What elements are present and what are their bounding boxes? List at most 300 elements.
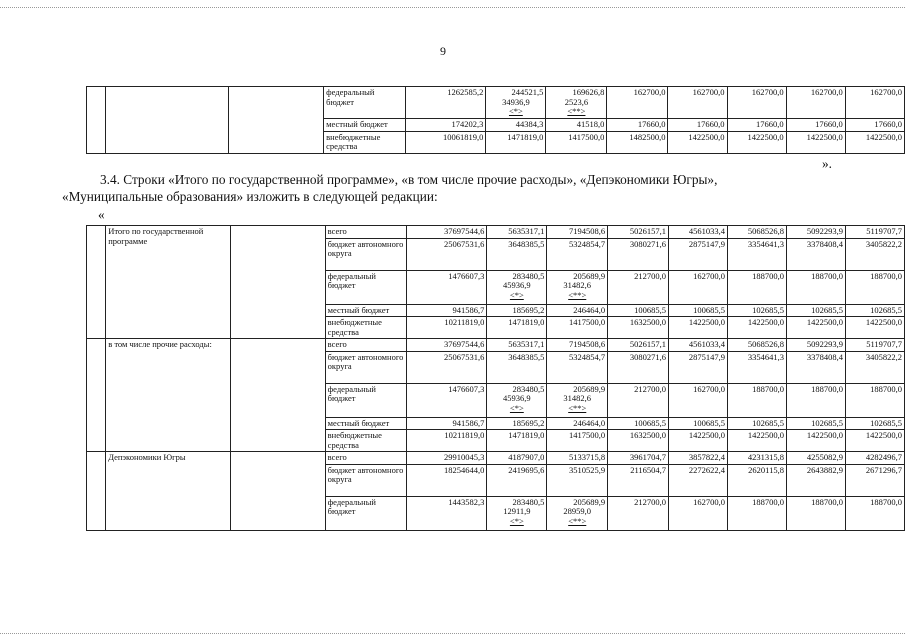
value-main: 3080271,6: [629, 351, 667, 362]
value-cell: [669, 317, 728, 339]
value-cell: [845, 131, 904, 153]
value-cell: [786, 119, 845, 132]
value-cell: [608, 496, 669, 530]
value-main: 17660,0: [874, 119, 902, 129]
value-main: 2875147,9: [688, 238, 725, 249]
value-main: 941586,7: [452, 417, 485, 428]
value-note: 34936,9: [502, 96, 530, 107]
value-cell: [547, 464, 608, 496]
value-cell: [669, 496, 728, 530]
value-cell: [608, 226, 669, 239]
value-cell: [845, 339, 904, 352]
value-cell: [728, 304, 787, 317]
value-main: 1422500,0: [806, 131, 843, 142]
value-cell: [607, 131, 668, 153]
value-main: 162700,0: [693, 383, 725, 394]
value-main: 283480,5: [512, 270, 545, 281]
value-cell: [786, 238, 845, 270]
value-cell: [728, 496, 787, 530]
value-cell: [845, 119, 904, 132]
value-cell: [608, 304, 669, 317]
value-cell: [487, 270, 547, 304]
value-main: 246464,0: [573, 304, 606, 315]
value-cell: [608, 430, 669, 452]
value-cell: [486, 87, 546, 119]
value-main: 4231315,8: [747, 452, 784, 462]
value-main: 3354641,3: [747, 351, 784, 362]
col-executor-cell: [230, 452, 325, 531]
funding-type-cell: всего: [325, 226, 407, 239]
program-name-cell: Итого по государственной программе: [106, 226, 231, 339]
col-name-cell: [106, 87, 228, 154]
page-number: 9: [440, 44, 446, 58]
note-mark: <*>: [509, 289, 524, 300]
value-cell: [487, 238, 547, 270]
value-main: 25067531,6: [444, 351, 485, 362]
value-main: 2643882,9: [806, 464, 843, 475]
value-main: 17660,0: [815, 119, 843, 129]
value-main: 2116504,7: [630, 464, 667, 475]
note-mark: <**>: [568, 515, 587, 526]
value-main: 188700,0: [752, 496, 784, 507]
value-main: 941586,7: [452, 304, 485, 315]
value-cell: [786, 87, 845, 119]
value-main: 205689,9: [573, 496, 606, 507]
value-main: 5119707,7: [866, 226, 902, 236]
value-main: 100685,5: [634, 304, 667, 315]
value-cell: [728, 383, 787, 417]
value-main: 162700,0: [870, 87, 902, 97]
value-cell: [487, 496, 547, 530]
value-main: 102685,5: [870, 304, 902, 315]
value-main: 162700,0: [693, 270, 725, 281]
value-main: 44384,3: [515, 119, 544, 129]
value-cell: [487, 339, 547, 352]
value-main: 205689,9: [573, 270, 606, 281]
value-cell: [845, 238, 904, 270]
value-cell: [547, 270, 608, 304]
value-main: 3378408,4: [806, 351, 843, 362]
closing-quote: ».: [822, 156, 832, 171]
value-cell: [407, 339, 487, 352]
value-cell: [786, 417, 845, 430]
value-cell: [786, 496, 845, 530]
value-main: 5324854,7: [569, 351, 606, 362]
value-main: 212700,0: [634, 270, 667, 281]
value-main: 100685,5: [634, 417, 667, 428]
value-cell: [728, 430, 787, 452]
value-cell: [727, 87, 786, 119]
value-main: 4187907,0: [508, 452, 545, 462]
value-cell: [728, 464, 787, 496]
value-cell: [669, 430, 728, 452]
col-executor-cell: [230, 226, 325, 339]
value-cell: [407, 383, 487, 417]
value-main: 162700,0: [810, 87, 843, 97]
value-cell: [487, 226, 547, 239]
value-cell: [786, 304, 845, 317]
value-main: 100685,5: [693, 304, 725, 315]
value-main: 246464,0: [573, 417, 606, 428]
value-cell: [406, 119, 486, 132]
value-main: 5026157,1: [629, 339, 667, 349]
value-cell: [407, 226, 487, 239]
value-main: 1482500,0: [629, 131, 666, 142]
value-cell: [608, 317, 669, 339]
value-main: 29910045,3: [444, 452, 485, 462]
value-cell: [786, 452, 845, 465]
value-cell: [406, 87, 486, 119]
value-cell: [727, 131, 786, 153]
value-main: 162700,0: [751, 87, 784, 97]
value-cell: [407, 496, 487, 530]
value-cell: [486, 119, 546, 132]
col-executor-cell: [230, 339, 325, 452]
value-cell: [728, 226, 787, 239]
table-row: [87, 339, 905, 352]
value-note: 31482,6: [563, 393, 592, 403]
value-main: 5068526,8: [747, 339, 784, 349]
table-row: [87, 87, 905, 119]
note-mark: <**>: [568, 402, 587, 413]
value-main: 41518,0: [576, 119, 605, 129]
value-main: 4255082,9: [806, 452, 843, 462]
funding-type-cell: бюджет автономного округа: [325, 351, 407, 383]
value-cell: [487, 383, 547, 417]
value-main: 1417500,0: [568, 131, 605, 142]
value-main: 2620115,8: [748, 464, 784, 475]
value-cell: [786, 464, 845, 496]
value-main: 5092293,9: [806, 339, 843, 349]
value-cell: [487, 430, 547, 452]
value-cell: [669, 417, 728, 430]
value-main: 102685,5: [752, 417, 784, 428]
value-main: 1422500,0: [865, 430, 902, 440]
value-cell: [728, 317, 787, 339]
value-cell: [845, 270, 904, 304]
value-cell: [547, 430, 608, 452]
value-main: 1422500,0: [865, 317, 902, 327]
value-cell: [487, 417, 547, 430]
value-main: 212700,0: [634, 383, 667, 394]
value-main: 102685,5: [752, 304, 784, 315]
value-main: 244521,5: [511, 87, 544, 97]
value-main: 5119707,7: [866, 339, 902, 349]
value-cell: [728, 452, 787, 465]
col-num-cell: [87, 452, 106, 531]
value-main: 3648385,5: [508, 351, 545, 362]
value-cell: [487, 464, 547, 496]
value-main: 4282496,7: [865, 452, 902, 462]
value-cell: [845, 383, 904, 417]
value-main: 283480,5: [512, 496, 545, 507]
value-main: 1422500,0: [865, 131, 902, 142]
note-mark: <**>: [568, 289, 587, 300]
funding-type-cell: федеральный бюджет: [325, 270, 407, 304]
value-main: 1422500,0: [688, 430, 725, 440]
value-cell: [607, 87, 668, 119]
value-main: 169626,8: [572, 87, 605, 97]
value-main: 188700,0: [752, 383, 784, 394]
value-main: 185695,2: [512, 417, 545, 428]
value-cell: [486, 131, 546, 153]
value-main: 1476607,3: [448, 383, 485, 394]
value-cell: [407, 430, 487, 452]
value-main: 17660,0: [756, 119, 784, 129]
value-cell: [728, 339, 787, 352]
value-note: 45936,9: [503, 280, 531, 290]
value-main: 100685,5: [693, 417, 725, 428]
value-cell: [547, 383, 608, 417]
funding-type-cell: внебюджетные средства: [325, 430, 407, 452]
value-cell: [786, 430, 845, 452]
value-cell: [407, 317, 487, 339]
value-main: 10061819,0: [442, 131, 484, 142]
value-cell: [669, 383, 728, 417]
value-cell: [728, 351, 787, 383]
paragraph-line-1: 3.4. Строки «Итого по государственной программе», «в том числе прочие расходы», «Депэкономики Югры»,: [100, 172, 718, 187]
value-main: 102685,5: [811, 304, 843, 315]
value-main: 1422500,0: [806, 317, 843, 327]
table-row: [87, 452, 905, 465]
table-row: [87, 226, 905, 239]
note-mark: <*>: [509, 402, 524, 413]
value-main: 102685,5: [811, 417, 843, 428]
value-main: 188700,0: [811, 496, 843, 507]
value-cell: [487, 351, 547, 383]
value-cell: [547, 304, 608, 317]
value-cell: [786, 383, 845, 417]
value-cell: [786, 131, 845, 153]
funding-type-cell: всего: [325, 339, 407, 352]
value-cell: [546, 87, 607, 119]
value-main: 5635317,1: [508, 226, 545, 236]
opening-quote: «: [98, 207, 105, 222]
value-cell: [547, 417, 608, 430]
value-cell: [669, 226, 728, 239]
funding-type-cell: местный бюджет: [325, 304, 407, 317]
note-mark: <**>: [567, 106, 586, 116]
scan-bottom-border: [0, 633, 905, 634]
value-main: 188700,0: [870, 496, 902, 507]
value-main: 1422500,0: [747, 317, 784, 327]
program-name-cell: в том числе прочие расходы:: [106, 339, 231, 452]
value-cell: [407, 464, 487, 496]
value-cell: [786, 226, 845, 239]
value-main: 3648385,5: [508, 238, 545, 249]
value-main: 3857822,4: [688, 452, 725, 462]
value-cell: [845, 87, 904, 119]
value-main: 1471819,0: [507, 131, 544, 142]
paragraph-line-2: «Муниципальные образования» изложить в следующей редакции:: [62, 189, 438, 204]
funding-type-cell: внебюджетные средства: [325, 317, 407, 339]
value-cell: [786, 317, 845, 339]
value-main: 10211819,0: [444, 317, 485, 327]
value-cell: [407, 238, 487, 270]
value-cell: [668, 87, 727, 119]
value-cell: [668, 131, 727, 153]
value-cell: [669, 339, 728, 352]
value-main: 1632500,0: [629, 317, 667, 327]
value-main: 5068526,8: [747, 226, 784, 236]
value-main: 188700,0: [811, 383, 843, 394]
value-cell: [845, 417, 904, 430]
value-cell: [845, 464, 904, 496]
value-cell: [728, 417, 787, 430]
value-cell: [727, 119, 786, 132]
value-main: 1417500,0: [569, 430, 606, 440]
table-new-edition: [86, 225, 905, 531]
col-num-cell: [87, 87, 106, 154]
value-cell: [728, 238, 787, 270]
value-cell: [845, 496, 904, 530]
value-cell: [845, 351, 904, 383]
value-main: 1422500,0: [747, 131, 784, 142]
value-main: 7194508,6: [569, 339, 606, 349]
value-cell: [608, 464, 669, 496]
funding-type-cell: бюджет автономного округа: [325, 464, 407, 496]
value-note: 2523,6: [564, 96, 589, 107]
value-main: 162700,0: [633, 87, 666, 97]
value-main: 37697544,6: [444, 226, 485, 236]
value-main: 17660,0: [637, 119, 666, 129]
value-cell: [845, 317, 904, 339]
value-cell: [407, 452, 487, 465]
value-main: 3405822,2: [865, 238, 902, 249]
value-main: 10211819,0: [444, 430, 485, 440]
value-cell: [547, 238, 608, 270]
value-cell: [669, 452, 728, 465]
value-main: 37697544,6: [444, 339, 485, 349]
funding-type-cell: всего: [325, 452, 407, 465]
value-cell: [608, 383, 669, 417]
value-main: 1422500,0: [688, 317, 725, 327]
funding-type-cell: федеральный бюджет: [325, 383, 407, 417]
value-note: 31482,6: [563, 280, 592, 290]
value-main: 5026157,1: [629, 226, 667, 236]
value-note: 28959,0: [563, 506, 592, 516]
funding-type-cell: местный бюджет: [324, 119, 406, 132]
value-main: 2272622,4: [688, 464, 725, 475]
value-main: 188700,0: [870, 270, 902, 281]
value-main: 5092293,9: [806, 226, 843, 236]
value-main: 162700,0: [693, 496, 725, 507]
value-cell: [786, 351, 845, 383]
value-main: 25067531,6: [444, 238, 485, 249]
program-name-cell: Депэкономики Югры: [106, 452, 231, 531]
value-main: 2671296,7: [865, 464, 902, 475]
funding-type-cell: федеральный бюджет: [324, 87, 406, 119]
value-main: 2875147,9: [688, 351, 725, 362]
value-main: 3405822,2: [865, 351, 902, 362]
value-main: 1471819,0: [508, 430, 545, 440]
value-main: 102685,5: [870, 417, 902, 428]
funding-type-cell: внебюджетные средства: [324, 131, 406, 153]
value-cell: [407, 270, 487, 304]
value-cell: [487, 317, 547, 339]
value-main: 5635317,1: [508, 339, 545, 349]
value-cell: [546, 131, 607, 153]
value-cell: [668, 119, 727, 132]
value-main: 3961704,7: [629, 452, 667, 462]
value-cell: [406, 131, 486, 153]
value-cell: [608, 417, 669, 430]
value-cell: [547, 339, 608, 352]
col-num-cell: [87, 226, 106, 339]
note-mark: <*>: [508, 106, 523, 116]
value-cell: [608, 339, 669, 352]
value-cell: [669, 304, 728, 317]
value-main: 4561033,4: [688, 226, 725, 236]
value-cell: [547, 351, 608, 383]
value-main: 174202,3: [451, 119, 484, 129]
value-note: 12911,9: [503, 506, 531, 516]
value-cell: [669, 351, 728, 383]
value-main: 1422500,0: [806, 430, 843, 440]
value-main: 1632500,0: [629, 430, 667, 440]
value-main: 1422500,0: [747, 430, 784, 440]
value-main: 4561033,4: [688, 339, 725, 349]
note-mark: <*>: [509, 515, 524, 526]
col-num-cell: [87, 339, 106, 452]
value-cell: [669, 464, 728, 496]
value-cell: [407, 417, 487, 430]
table-continuation: [86, 86, 905, 154]
value-main: 1471819,0: [508, 317, 545, 327]
value-main: 185695,2: [512, 304, 545, 315]
value-main: 5133715,8: [569, 452, 606, 462]
value-main: 3354641,3: [747, 238, 784, 249]
value-cell: [669, 238, 728, 270]
value-cell: [728, 270, 787, 304]
value-main: 18254644,0: [444, 464, 485, 475]
value-note: 45936,9: [503, 393, 531, 403]
value-main: 2419695,6: [508, 464, 545, 475]
value-main: 1422500,0: [688, 131, 725, 142]
value-cell: [547, 317, 608, 339]
scan-top-border: [0, 7, 905, 8]
value-main: 3080271,6: [629, 238, 667, 249]
value-cell: [608, 238, 669, 270]
value-cell: [786, 270, 845, 304]
value-cell: [547, 496, 608, 530]
value-main: 188700,0: [870, 383, 902, 394]
value-main: 188700,0: [811, 270, 843, 281]
value-cell: [669, 270, 728, 304]
value-main: 212700,0: [634, 496, 667, 507]
value-cell: [608, 452, 669, 465]
value-cell: [608, 351, 669, 383]
value-cell: [547, 226, 608, 239]
value-main: 5324854,7: [569, 238, 606, 249]
col-executor-cell: [228, 87, 324, 154]
value-cell: [786, 339, 845, 352]
value-cell: [845, 226, 904, 239]
value-main: 3378408,4: [806, 238, 843, 249]
value-cell: [547, 452, 608, 465]
value-cell: [487, 304, 547, 317]
value-main: 1262585,2: [447, 87, 484, 97]
funding-type-cell: федеральный бюджет: [325, 496, 407, 530]
value-main: 7194508,6: [569, 226, 606, 236]
value-cell: [845, 304, 904, 317]
value-main: 188700,0: [752, 270, 784, 281]
value-main: 1476607,3: [448, 270, 485, 281]
value-main: 205689,9: [573, 383, 606, 394]
value-cell: [607, 119, 668, 132]
funding-type-cell: местный бюджет: [325, 417, 407, 430]
value-main: 3510525,9: [569, 464, 606, 475]
